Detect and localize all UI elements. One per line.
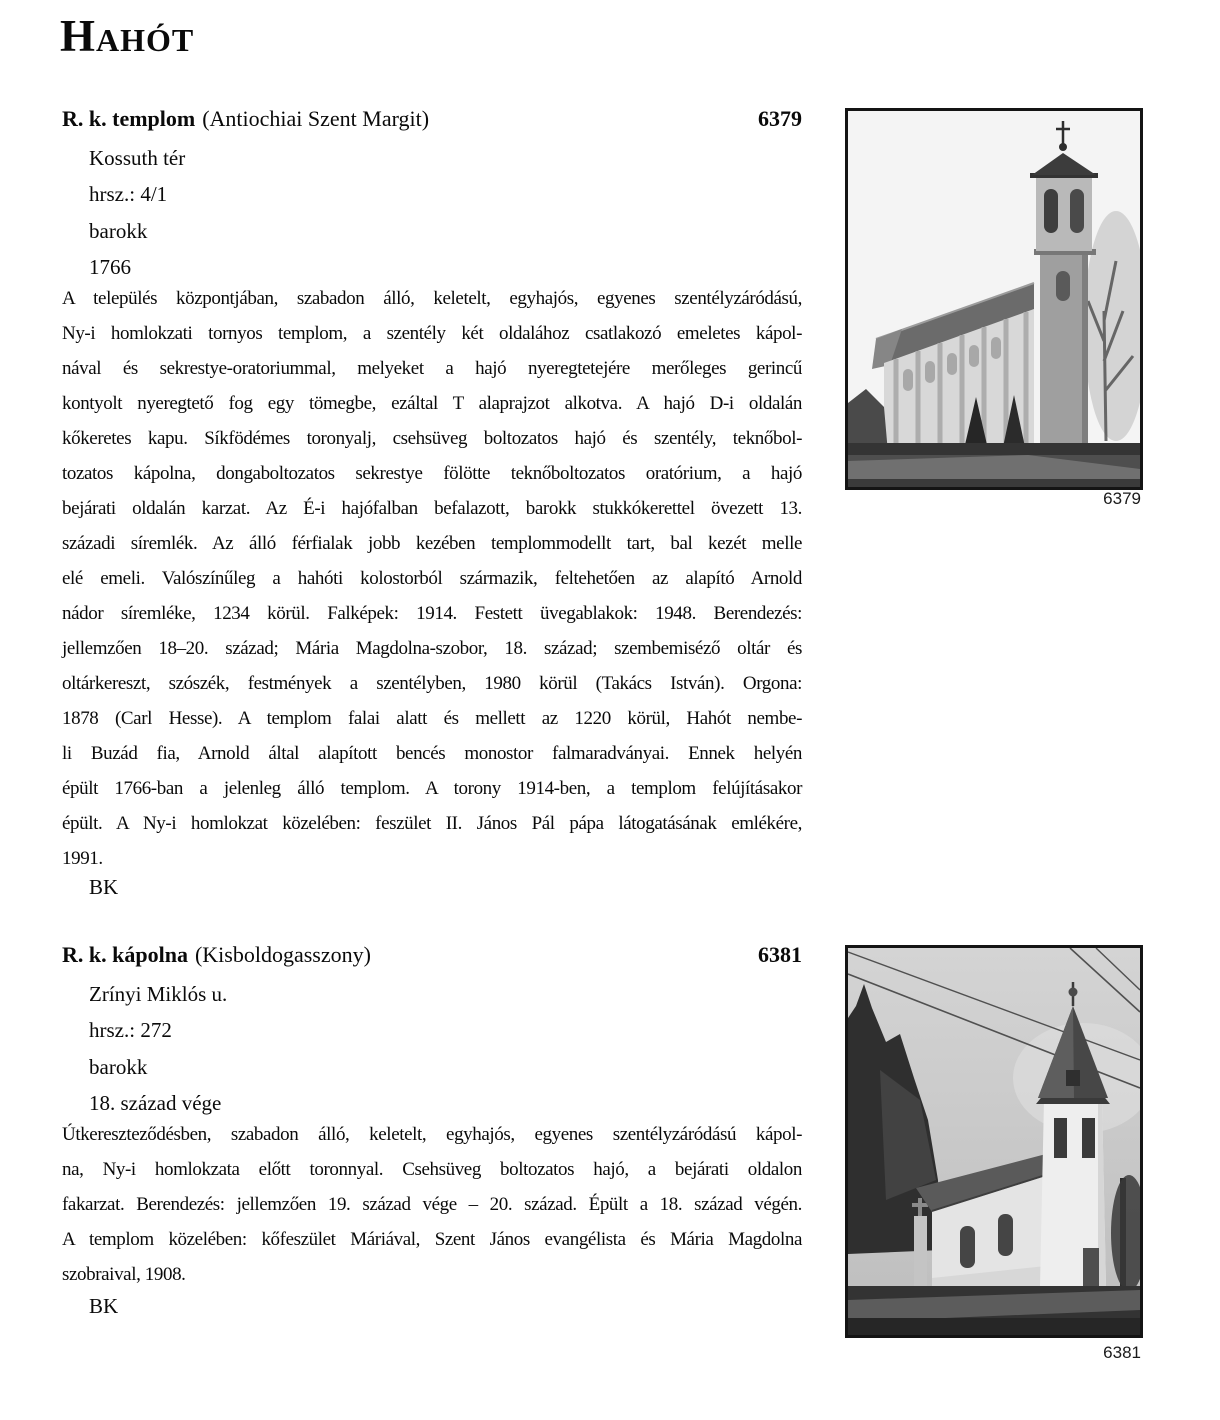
- monument-dedication: (Kisboldogasszony): [194, 942, 371, 967]
- description-line: Ny-i homlokzati tornyos templom, a szentély két oldalához csatlakozó emeletes kápol-: [62, 323, 802, 344]
- monument-number: 6381: [758, 942, 802, 967]
- chapel-photo-6381-illustration: [848, 948, 1140, 1335]
- entry-description-6379: [62, 281, 802, 876]
- description-line: fakarzat. Berendezés: jellemzően 19. század vége – 20. század. Épült a 18. század végén.: [62, 1194, 802, 1215]
- description-line: épült 1766-ban a jelenleg álló templom. A torony 1914-ben, a templom felújításakor: [62, 778, 802, 799]
- detail-style: barokk: [89, 218, 148, 243]
- author-initials-6379: BK: [89, 875, 119, 899]
- entry-details-6381: [62, 976, 802, 1122]
- detail-date: 18. század vége: [89, 1091, 222, 1116]
- description-line: jellemzően 18–20. század; Mária Magdolna-szobor, 18. század; szembemiséző oltár és: [62, 638, 802, 659]
- description-line: Útkereszteződésben, szabadon álló, keletelt, egyhajós, egyenes szentélyzáródású kápol-: [62, 1124, 802, 1145]
- description-line: épült. A Ny-i homlokzat közelében: feszület II. János Pál pápa látogatásának emlékére,: [62, 813, 802, 834]
- entry-description-6381: [62, 1117, 802, 1292]
- description-line: na, Ny-i homlokzata előtt toronnyal. Csehsüveg boltozatos hajó, a bejárati oldalon: [62, 1159, 802, 1180]
- detail-parcel: hrsz.: 272: [89, 1018, 172, 1043]
- detail-address: Zrínyi Miklós u.: [89, 982, 228, 1006]
- church-photo-6379-illustration: [848, 111, 1140, 487]
- monument-name: R. k. templom: [62, 106, 196, 131]
- photo-caption-6381: 6381: [1103, 1343, 1141, 1362]
- author-initials-6381: BK: [89, 1294, 119, 1318]
- description-line: tozatos kápolna, dongaboltozatos sekrestye fölötte teknőboltozatos oratórium, a hajó: [62, 463, 802, 484]
- entry-title: [62, 104, 429, 134]
- monument-name: R. k. kápolna: [62, 942, 188, 967]
- description-line: A település központjában, szabadon álló, keletelt, egyhajós, egyenes szentélyzáródású,: [62, 288, 802, 309]
- detail-parcel: hrsz.: 4/1: [89, 182, 168, 207]
- photo-caption-6379: 6379: [1103, 489, 1141, 508]
- description-line: szobraival, 1908.: [62, 1264, 186, 1285]
- description-line: nával és sekrestye-oratoriummal, melyeket a hajó nyeregtetejére merőleges gerincű: [62, 358, 802, 379]
- description-line: 1878 (Carl Hesse). A templom falai alatt és mellett az 1220 körül, Hahót nembe-: [62, 708, 802, 729]
- description-line: A templom közelében: kőfeszület Máriával, Szent János evangélista és Mária Magdolna: [62, 1229, 802, 1250]
- detail-address: Kossuth tér: [89, 146, 186, 170]
- description-line: századi síremlék. Az álló férfialak jobb kezében templommodellt tart, bal kezét melle: [62, 533, 802, 554]
- monument-dedication: (Antiochiai Szent Margit): [202, 106, 430, 131]
- entry-header-6381: [62, 940, 802, 970]
- monument-number: 6379: [758, 106, 802, 131]
- description-line: 1991.: [62, 848, 103, 869]
- description-line: li Buzád fia, Arnold által alapított bencés monostor falmaradványai. Ennek helyén: [62, 743, 802, 764]
- description-line: elé emeli. Valószínűleg a hahóti kolostorból származik, feltehetően az alapító Arnold: [62, 568, 802, 589]
- entry-details-6379: [62, 140, 802, 286]
- description-line: bejárati oldalán karzat. Az É-i hajófalban befalazott, barokk stukkókerettel övezett 13.: [62, 498, 802, 519]
- description-line: nádor síremléke, 1234 körül. Falképek: 1914. Festett üvegablakok: 1948. Berendezés:: [62, 603, 802, 624]
- description-line: kontyolt nyeregtető fog egy tömegbe, ezáltal T alaprajzot alkotva. A hajó D-i oldalán: [62, 393, 802, 414]
- page-title: Hahót: [60, 11, 195, 61]
- entry-title: [62, 940, 371, 970]
- detail-style: barokk: [89, 1054, 148, 1079]
- detail-date: 1766: [89, 255, 131, 280]
- photo-6381: [845, 945, 1143, 1338]
- photo-6379: [845, 108, 1143, 490]
- description-line: kőkeretes kapu. Síkfödémes toronyalj, csehsüveg boltozatos hajó és szentély, teknőbol-: [62, 428, 802, 449]
- entry-header-6379: [62, 104, 802, 134]
- description-line: oltárkereszt, szószék, festmények a szentélyben, 1980 körül (Takács István). Orgona:: [62, 673, 802, 694]
